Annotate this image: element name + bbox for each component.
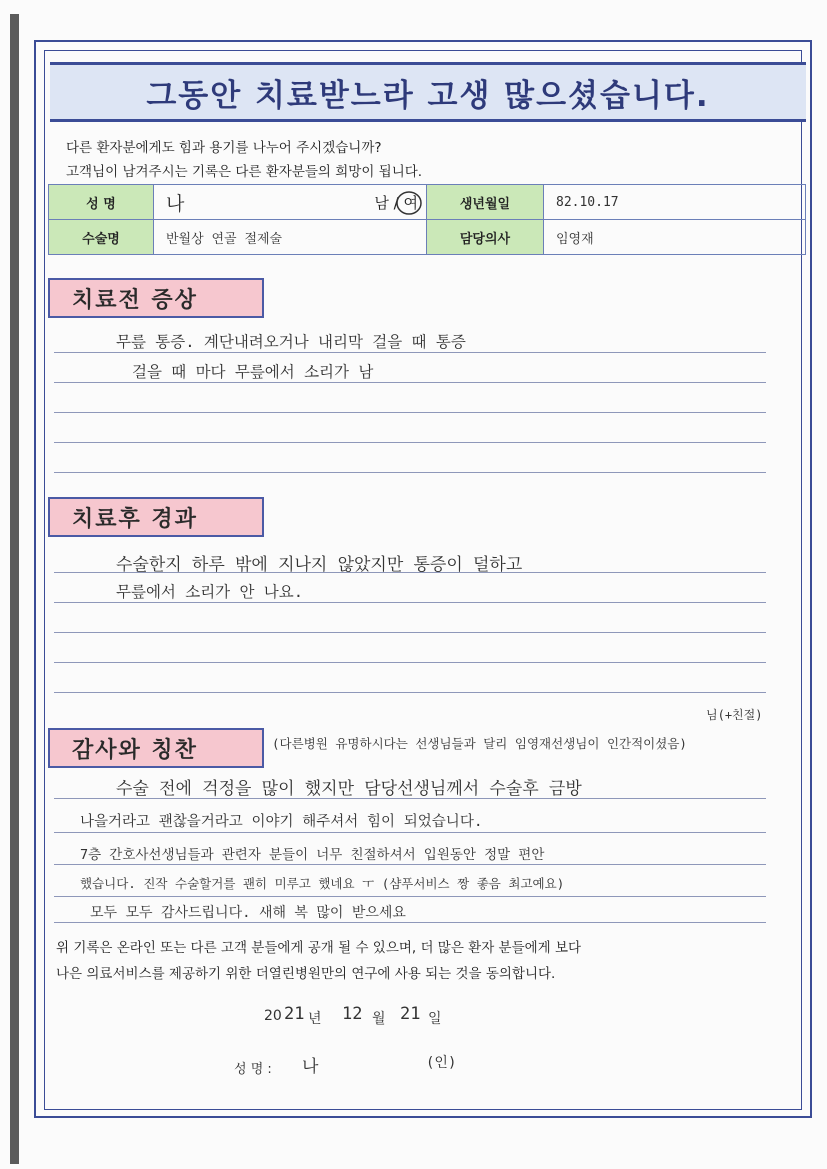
praise-text-line-2: 나을거라고 괜찮을거라고 이야기 해주셔서 힘이 되었습니다. (80, 814, 483, 830)
name-label: 성 명 (49, 185, 154, 220)
ruled-line (54, 896, 766, 897)
dob-label: 생년월일 (427, 185, 544, 220)
ruled-line (54, 412, 766, 413)
intro-line-1: 다른 환자분에게도 힘과 용기를 나누어 주시겠습니까? (66, 140, 382, 156)
date-year-prefix: 20 (264, 1008, 282, 1024)
name-cell (154, 185, 427, 220)
praise-heading: 감사와 칭찬 (48, 728, 264, 768)
ruled-line (54, 692, 766, 693)
doctor-label: 담당의사 (427, 220, 544, 255)
ruled-line (54, 472, 766, 473)
before-text-line-2: 걸을 때 마다 무릎에서 소리가 남 (132, 363, 374, 381)
dob-value: 82.10.17 (544, 185, 806, 220)
praise-text-line-3: 7층 간호사선생님들과 관련자 분들이 너무 친절하셔서 입원동안 정말 편안 (80, 847, 545, 863)
date-month-label: 월 (372, 1011, 386, 1027)
gender-options: 남 / 여 (374, 193, 418, 212)
before-text-line-1: 무릎 통증. 계단내려오거나 내리막 걸을 때 통증 (116, 333, 466, 351)
ruled-line (54, 442, 766, 443)
ruled-line (54, 602, 766, 603)
intro-line-2: 고객님이 남겨주시는 기록은 다른 환자분들의 희망이 됩니다. (66, 164, 423, 180)
date-year-label: 년 (308, 1011, 322, 1027)
doctor-value: 임영재 (544, 220, 806, 255)
page-title: 그동안 치료받느라 고생 많으셨습니다. (146, 77, 710, 114)
ruled-line (54, 864, 766, 865)
date-month: 12 (342, 1004, 363, 1024)
praise-text-line-4: 했습니다. 진작 수술할거를 괜히 미루고 했네요 ㅜ (샴푸서비스 짱 좋음 최고예요) (80, 876, 565, 891)
after-text-line-1: 수술한지 하루 밖에 지나지 않았지만 통증이 덜하고 (116, 555, 523, 575)
after-text-line-2: 무릎에서 소리가 안 나요. (116, 583, 304, 601)
ruled-line (54, 662, 766, 663)
date-day-label: 일 (428, 1011, 442, 1027)
date-year: 21 (284, 1004, 305, 1024)
consent-line-1: 위 기록은 온라인 또는 다른 고객 분들에게 공개 될 수 있으며, 더 많은 환자 분들에게 보다 (56, 940, 582, 956)
ruled-line (54, 632, 766, 633)
praise-side-note: (다른병원 유명하시다는 선생님들과 달리 임영재선생님이 인간적이셨음) (272, 736, 687, 751)
ruled-line (54, 352, 766, 353)
scan-edge-bar (10, 14, 19, 1164)
consent-line-2: 나은 의료서비스를 제공하기 위한 더열린병원만의 연구에 사용 되는 것을 동의합니다. (56, 966, 556, 982)
date-day: 21 (400, 1004, 421, 1024)
gender-circle-mark (394, 190, 424, 216)
title-banner (50, 62, 806, 122)
praise-side-note-top: 님(+친절) (706, 708, 763, 722)
surgery-label: 수술명 (49, 220, 154, 255)
before-heading: 치료전 증상 (48, 278, 264, 318)
ruled-line (54, 832, 766, 833)
signature-seal: (인) (426, 1055, 457, 1071)
praise-text-line-5: 모두 모두 감사드립니다. 새해 복 많이 받으세요 (90, 905, 406, 921)
name-value: 나 (166, 192, 185, 215)
ruled-line (54, 382, 766, 383)
after-heading: 치료후 경과 (48, 497, 264, 537)
patient-info-table (48, 184, 806, 255)
signature-value: 나 (302, 1057, 319, 1077)
praise-text-line-1: 수술 전에 걱정을 많이 했지만 담당선생님께서 수술후 금방 (116, 779, 582, 799)
surgery-value: 반월상 연골 절제술 (154, 220, 427, 255)
signature-label: 성 명 : (234, 1062, 272, 1077)
ruled-line (54, 922, 766, 923)
